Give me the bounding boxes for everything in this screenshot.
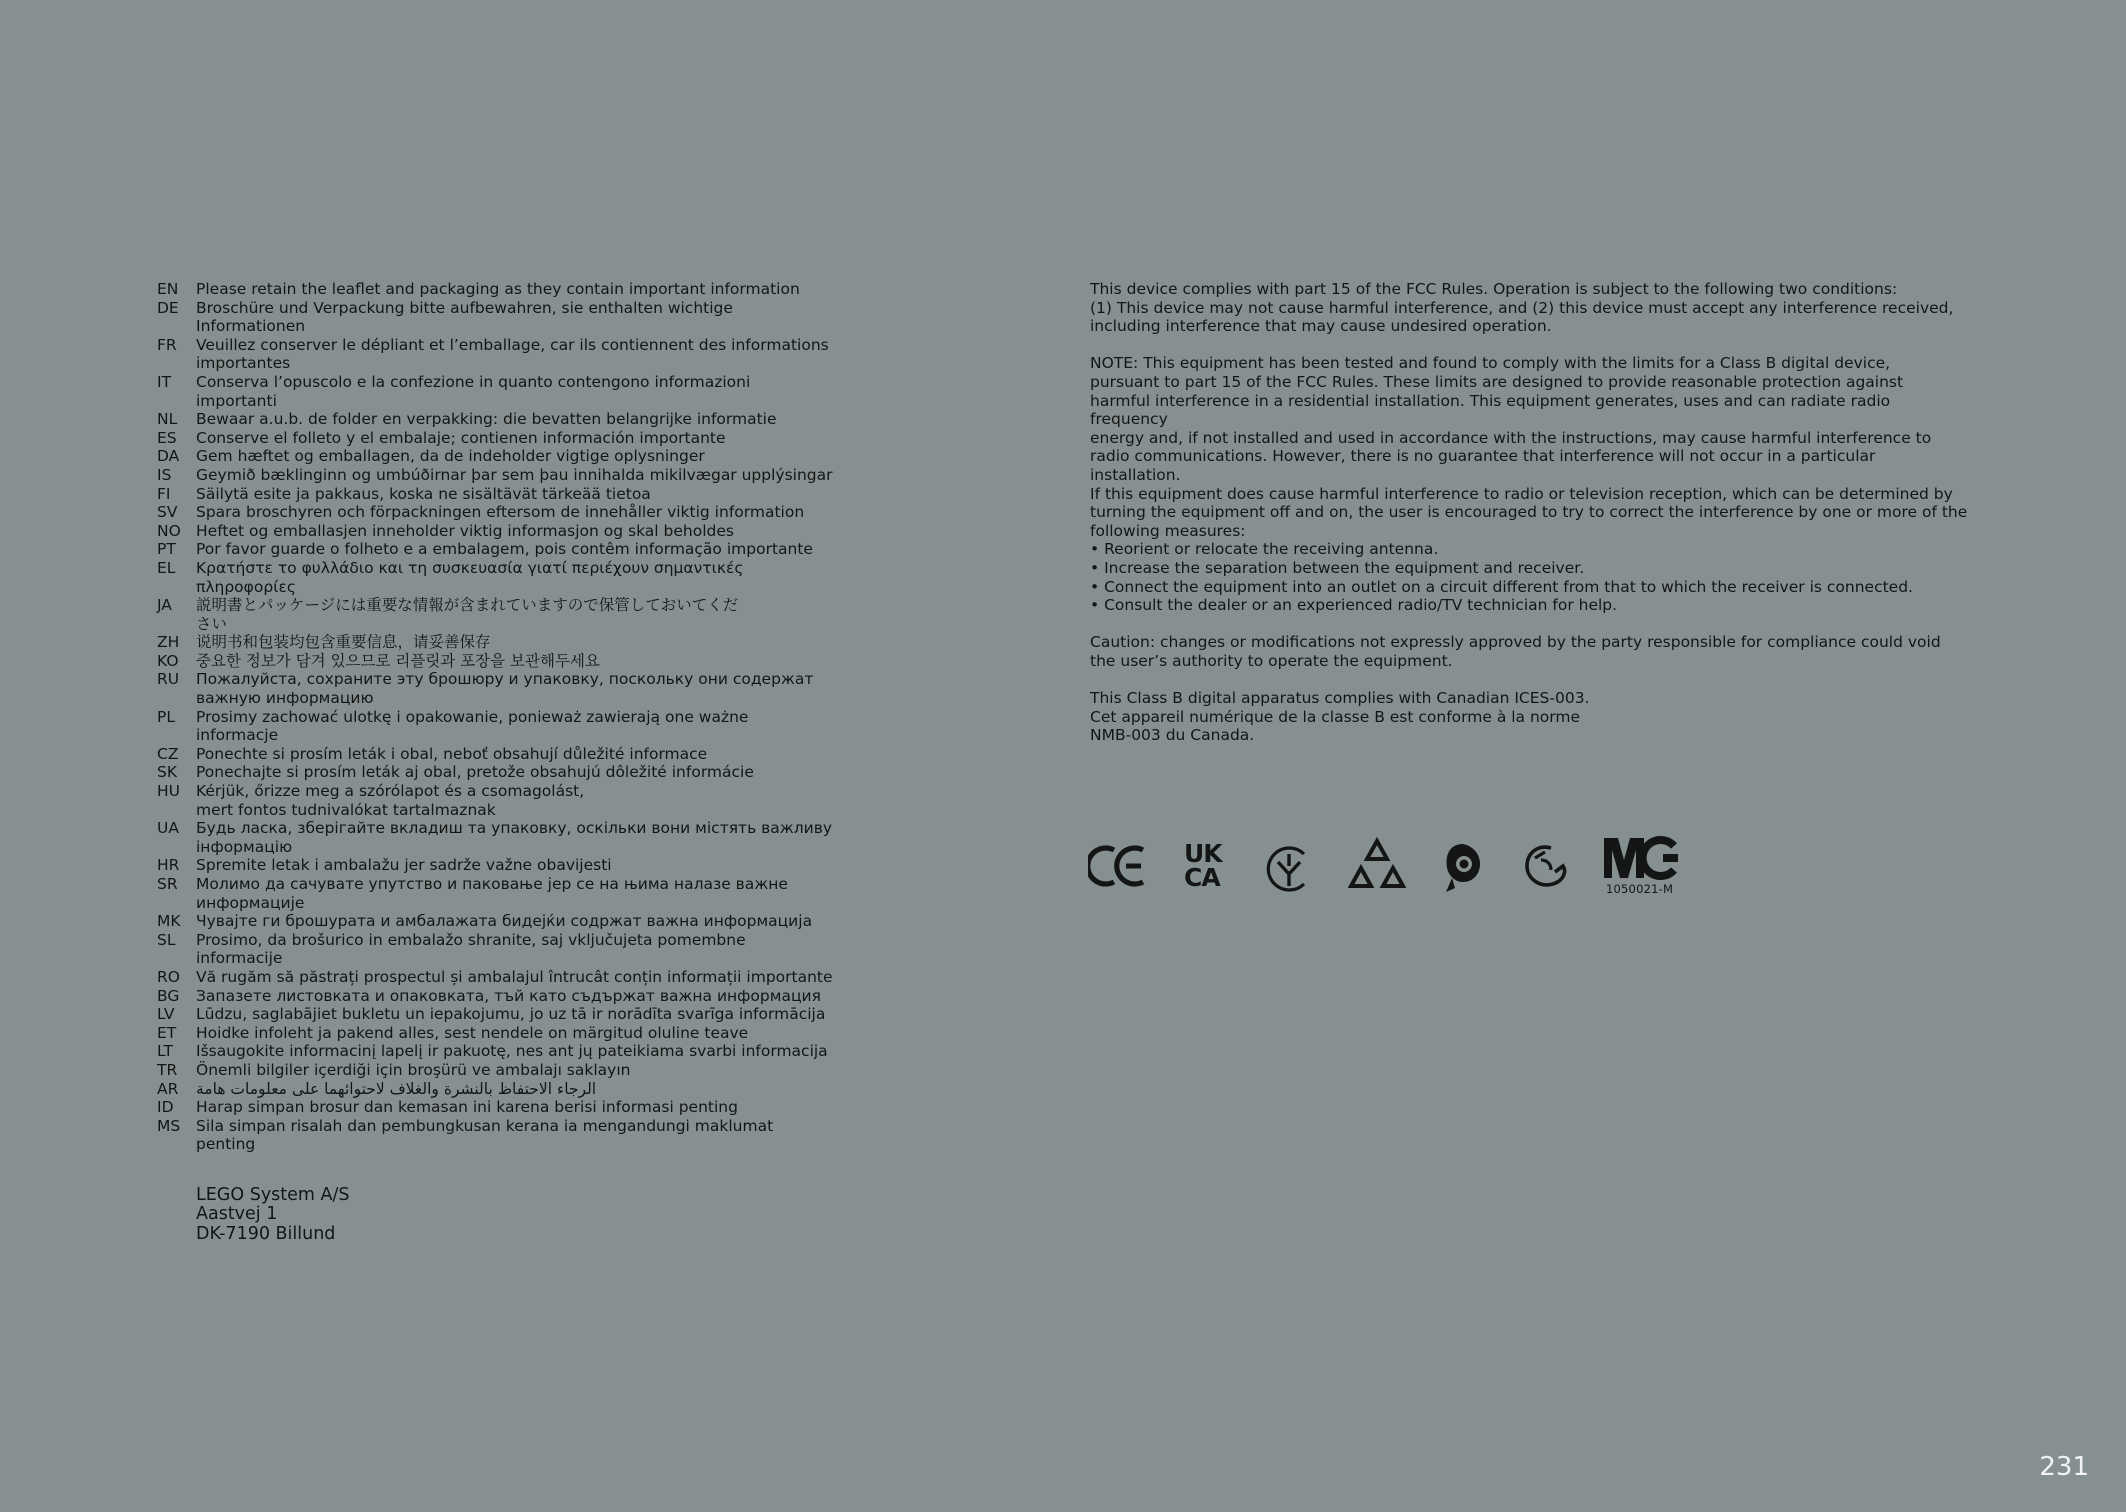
language-row (157, 429, 837, 448)
ices-statement: This Class B digital apparatus complies with Canadian ICES-003. Cet appareil numérique de la classe B est conforme à la norme NMB-003 du Canada. (1090, 689, 1590, 745)
language-text: Por favor guarde o folheto e a embalagem, pois contêm informação importante (196, 540, 813, 559)
language-row (157, 522, 837, 541)
fcc-statement (1090, 280, 1970, 763)
language-code: ES (157, 428, 177, 447)
company-address (196, 1186, 350, 1244)
ce-mark-icon (1088, 832, 1146, 900)
language-code: LV (157, 1005, 175, 1024)
mc-mark-code: 1050021-M (1606, 882, 1674, 896)
language-text: 중요한 정보가 담겨 있으므로 리플릿과 포장을 보관해두세요 (196, 651, 600, 670)
language-text: Lūdzu, saglabājiet bukletu un iepakojumu, jo uz tā ir norādīta svarīga informācija (196, 1005, 826, 1024)
language-text: Säilytä esite ja pakkaus, koska ne sisältävät tärkeää tietoa (196, 484, 651, 503)
language-row (157, 1117, 837, 1154)
language-text: Geymið bæklinginn og umbúðirnar þar sem þau innihalda mikilvægar upplýsingar (196, 465, 833, 484)
language-code: UA (157, 819, 179, 838)
language-row (157, 466, 837, 485)
language-notice-list (157, 280, 837, 1154)
language-code: NO (157, 521, 181, 540)
language-code: PL (157, 707, 175, 726)
language-text: Please retain the leaflet and packaging as they contain important information (196, 280, 800, 298)
language-row (157, 1042, 837, 1061)
ukca-top-text: UK (1184, 839, 1222, 868)
language-code: FI (157, 484, 171, 503)
language-row (157, 745, 837, 764)
language-row (157, 299, 837, 336)
language-code: KO (157, 651, 179, 670)
language-row (157, 652, 837, 671)
language-code: LT (157, 1042, 173, 1061)
language-code: ID (157, 1098, 174, 1117)
language-code: HU (157, 782, 181, 801)
language-row (157, 447, 837, 466)
fcc-measure: • Connect the equipment into an outlet on a circuit different from that to which the receiver is connected. (1090, 578, 1970, 597)
language-code: BG (157, 986, 180, 1005)
language-code: CZ (157, 744, 179, 763)
language-row (157, 968, 837, 987)
language-row (157, 670, 837, 707)
morocco-mc-mark-icon (1600, 832, 1680, 884)
ukraine-conformity-mark-icon (1264, 832, 1314, 900)
language-text: Harap simpan brosur dan kemasan ini karena berisi informasi penting (196, 1098, 738, 1117)
language-text: Sila simpan risalah dan pembungkusan kerana ia mengandungi maklumat penting (196, 1116, 774, 1154)
language-row (157, 912, 837, 931)
language-code: SL (157, 930, 176, 949)
language-text: 説明書とパッケージには重要な情報が含まれていますので保管しておいてくだ さい (196, 596, 739, 633)
language-code: SR (157, 875, 178, 893)
language-text: Чувајте ги брошурата и амбалажата бидејќи содржат важна информација (196, 912, 813, 931)
language-code: NL (157, 410, 178, 429)
language-code: HR (157, 856, 180, 875)
language-text: Gem hæftet og emballagen, da de indeholder vigtige oplysninger (196, 447, 705, 466)
language-row (157, 1080, 837, 1099)
fcc-measure: • Reorient or relocate the receiving antenna. (1090, 540, 1970, 559)
language-row (157, 1024, 837, 1043)
language-text: Hoidke infoleht ja pakend alles, sest nendele on märgitud oluline teave (196, 1023, 749, 1042)
fcc-caution: Caution: changes or modifications not expressly approved by the party responsible for compliance could void the user’s authority to operate the equipment. (1090, 633, 1941, 670)
language-text: Prosimy zachować ulotkę i opakowanie, ponieważ zawierają one ważne informacje (196, 707, 749, 745)
language-code: MK (157, 912, 181, 931)
language-text: Prosimo, da brošurico in embalažo shranite, saj vključujeta pomembne informacije (196, 930, 746, 968)
language-row (157, 410, 837, 429)
language-text: Bewaar a.u.b. de folder en verpakking: die bevatten belangrijke informatie (196, 410, 777, 429)
language-code: RU (157, 670, 180, 689)
fcc-measures (1090, 540, 1970, 614)
language-text: Broschüre und Verpackung bitte aufbewahren, sie enthalten wichtige Informationen (196, 298, 733, 336)
fcc-intro: This device complies with part 15 of the FCC Rules. Operation is subject to the following two conditions: (1) This device may not cause harmful interference, and (2) this device must accept any interference received, including interference that may cause undesired operation. (1090, 280, 1954, 336)
language-row (157, 931, 837, 968)
kazakhstan-mark-icon (1521, 832, 1569, 900)
language-text: Ponechajte si prosím leták aj obal, pretože obsahujú dôležité informácie (196, 763, 754, 782)
language-code: DE (157, 298, 179, 317)
ukca-mark-icon (1184, 839, 1232, 892)
language-row (157, 373, 837, 410)
language-code: AR (157, 1079, 179, 1098)
language-code: RO (157, 967, 180, 986)
language-row (157, 763, 837, 782)
language-code: EN (157, 280, 179, 298)
language-code: EL (157, 558, 176, 577)
language-text: Spremite letak i ambalažu jer sadrže važne obavijesti (196, 856, 612, 875)
language-text: الرجاء الاحتفاظ بالنشرة والغلاف لاحتوائهما على معلومات هامة (196, 1079, 597, 1098)
language-code: ET (157, 1023, 177, 1042)
language-code: JA (157, 596, 172, 615)
language-text: Conserve el folleto y el embalaje; contienen información importante (196, 428, 726, 447)
language-text: Запазете листовката и опаковката, тъй като съдържат важна информация (196, 986, 821, 1005)
page-number: 231 (2039, 1452, 2089, 1482)
language-row (157, 1098, 837, 1117)
language-code: ZH (157, 633, 180, 652)
language-code: TR (157, 1060, 178, 1079)
ukca-bottom-text: CA (1184, 863, 1220, 892)
language-text: Spara broschyren och förpackningen eftersom de innehåller viktig information (196, 503, 805, 522)
language-code: PT (157, 540, 176, 559)
language-row (157, 485, 837, 504)
language-text: Vă rugăm să păstrați prospectul și ambalajul întrucât conțin informații importante (196, 967, 833, 986)
language-row (157, 1061, 837, 1080)
language-text: 说明书和包装均包含重要信息，请妥善保存 (196, 633, 491, 652)
language-text: Ponechte si prosím leták i obal, neboť obsahují důležité informace (196, 744, 708, 763)
language-text: Conserva l’opuscolo e la confezione in quanto contengono informazioni importanti (196, 372, 751, 410)
language-row (157, 856, 837, 875)
belarus-mark-icon (1442, 832, 1484, 900)
language-text: Будь ласка, зберігайте вкладиш та упаковку, оскільки вони містять важливу інформацію (196, 819, 833, 856)
language-row (157, 336, 837, 373)
language-row (157, 782, 837, 819)
language-text: Išsaugokite informacinį lapelį ir pakuotę, nes ant jų pateikiama svarbi informacija (196, 1042, 828, 1061)
language-text: Пожалуйста, сохраните эту брошюру и упаковку, поскольку они содержат важную информацию (196, 670, 814, 708)
language-text: Veuillez conserver le dépliant et l’emballage, car ils contiennent des informations importantes (196, 335, 829, 373)
language-row (157, 819, 837, 856)
language-row (157, 987, 837, 1006)
language-row (157, 596, 837, 633)
language-text: Молимо да сачувате упутство и паковање јер се на њима налазе важне информације (196, 875, 788, 912)
address-street: Aastvej 1 (196, 1204, 278, 1225)
fcc-measure: • Consult the dealer or an experienced radio/TV technician for help. (1090, 596, 1970, 615)
language-text: Heftet og emballasjen inneholder viktig informasjon og skal beholdes (196, 521, 734, 540)
language-row (157, 633, 837, 652)
language-text: Kérjük, őrizze meg a szórólapot és a csomagolást, mert fontos tudnivalókat tartalmaznak (196, 782, 585, 819)
language-row (157, 1005, 837, 1024)
language-code: DA (157, 447, 180, 466)
language-row (157, 503, 837, 522)
language-row (157, 875, 837, 912)
fcc-measure: • Increase the separation between the equipment and receiver. (1090, 559, 1970, 578)
fcc-note: NOTE: This equipment has been tested and found to comply with the limits for a Class B digital device, pursuant to part 15 of the FCC Rules. These limits are designed to provide reasonable protection against harmful interference in a residential installation. This equipment generates, uses and can radiate radio frequency energy and, if not installed and used in accordance with the instructions, may cause harmful interference to radio communications. However, there is no guarantee that interference will not occur in a particular installation. If this equipment does cause harmful interference to radio or television reception, which can be determined by turning the equipment off and on, the user is encouraged to try to correct the interference by one or more of the following measures: (1090, 354, 1968, 540)
language-code: FR (157, 335, 177, 354)
language-code: IT (157, 372, 172, 391)
eac-mark-icon (1348, 832, 1406, 900)
language-code: SV (157, 503, 178, 522)
address-company: LEGO System A/S (196, 1185, 350, 1205)
language-row (157, 708, 837, 745)
language-row (157, 540, 837, 559)
language-text: Κρατήστε το φυλλάδιο και τη συσκευασία γιατί περιέχουν σημαντικές πληροφορίες (196, 558, 744, 596)
language-code: MS (157, 1116, 181, 1135)
language-row (157, 559, 837, 596)
language-text: Önemli bilgiler içerdiği için broşürü ve ambalajı saklayın (196, 1060, 631, 1079)
language-row (157, 280, 837, 299)
language-code: SK (157, 763, 178, 782)
address-city: DK-7190 Billund (196, 1223, 336, 1244)
language-code: IS (157, 465, 172, 484)
